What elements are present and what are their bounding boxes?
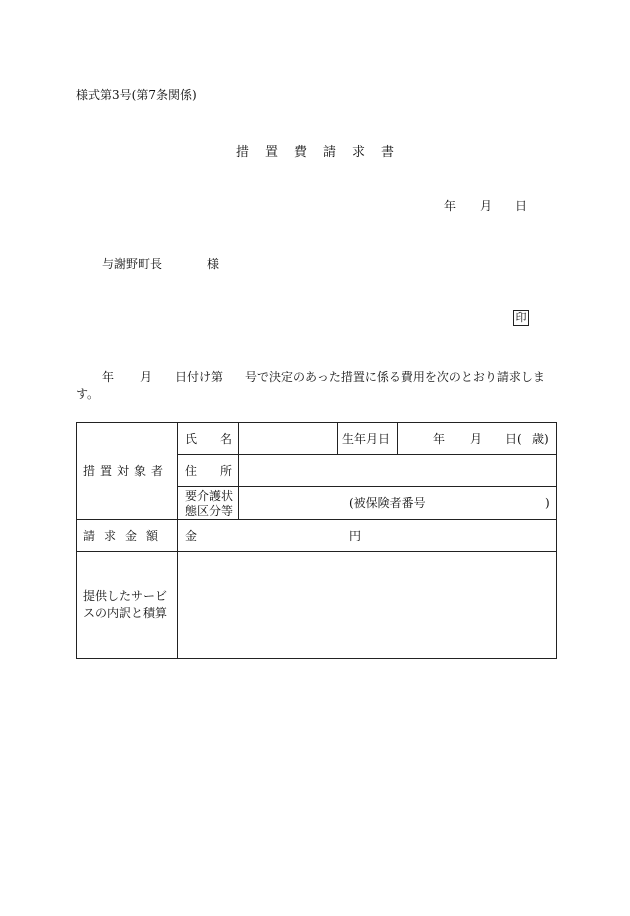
statement-month: 月 [140, 370, 153, 384]
date-day: 日 [515, 199, 528, 213]
date-month: 月 [480, 199, 493, 213]
statement-tail: す。 [76, 387, 100, 401]
statement-dated: 日付け第 [175, 370, 224, 384]
amount-prefix: 金 [185, 529, 198, 543]
amount-label: 請求金額 [83, 529, 168, 543]
birth-year: 年 [433, 432, 446, 446]
insured-number-label: (被保険者番号 [349, 496, 426, 510]
service-breakdown-field[interactable] [185, 558, 550, 652]
care-level-label-1: 要介護状 [185, 489, 234, 503]
birth-month: 月 [470, 432, 483, 446]
document-title: 措置費請求書 [236, 145, 411, 160]
statement-body: 号で決定のあった措置に係る費用を次のとおり請求しま [245, 370, 545, 384]
form-number: 様式第3号(第7条関係) [76, 88, 197, 102]
birth-day: 日( [505, 432, 522, 446]
statement-year: 年 [102, 370, 115, 384]
honorific: 様 [207, 257, 220, 271]
service-label-2: スの内訳と積算 [83, 606, 168, 620]
care-level-label-2: 態区分等 [185, 504, 234, 518]
seal-mark: 印 [513, 310, 529, 326]
date-year: 年 [444, 199, 457, 213]
amount-unit: 円 [349, 529, 362, 543]
address-label: 住所 [185, 464, 256, 478]
insured-close: ) [545, 496, 550, 510]
service-label-1: 提供したサービ [83, 589, 168, 603]
age-close: 歳) [532, 432, 549, 446]
name-field[interactable] [250, 428, 332, 448]
address-field[interactable] [245, 459, 550, 481]
name-label: 氏名 [185, 432, 256, 446]
addressee: 与謝野町長 [102, 257, 163, 271]
birth-label: 生年月日 [342, 432, 391, 446]
target-label: 措置対象者 [83, 464, 169, 478]
